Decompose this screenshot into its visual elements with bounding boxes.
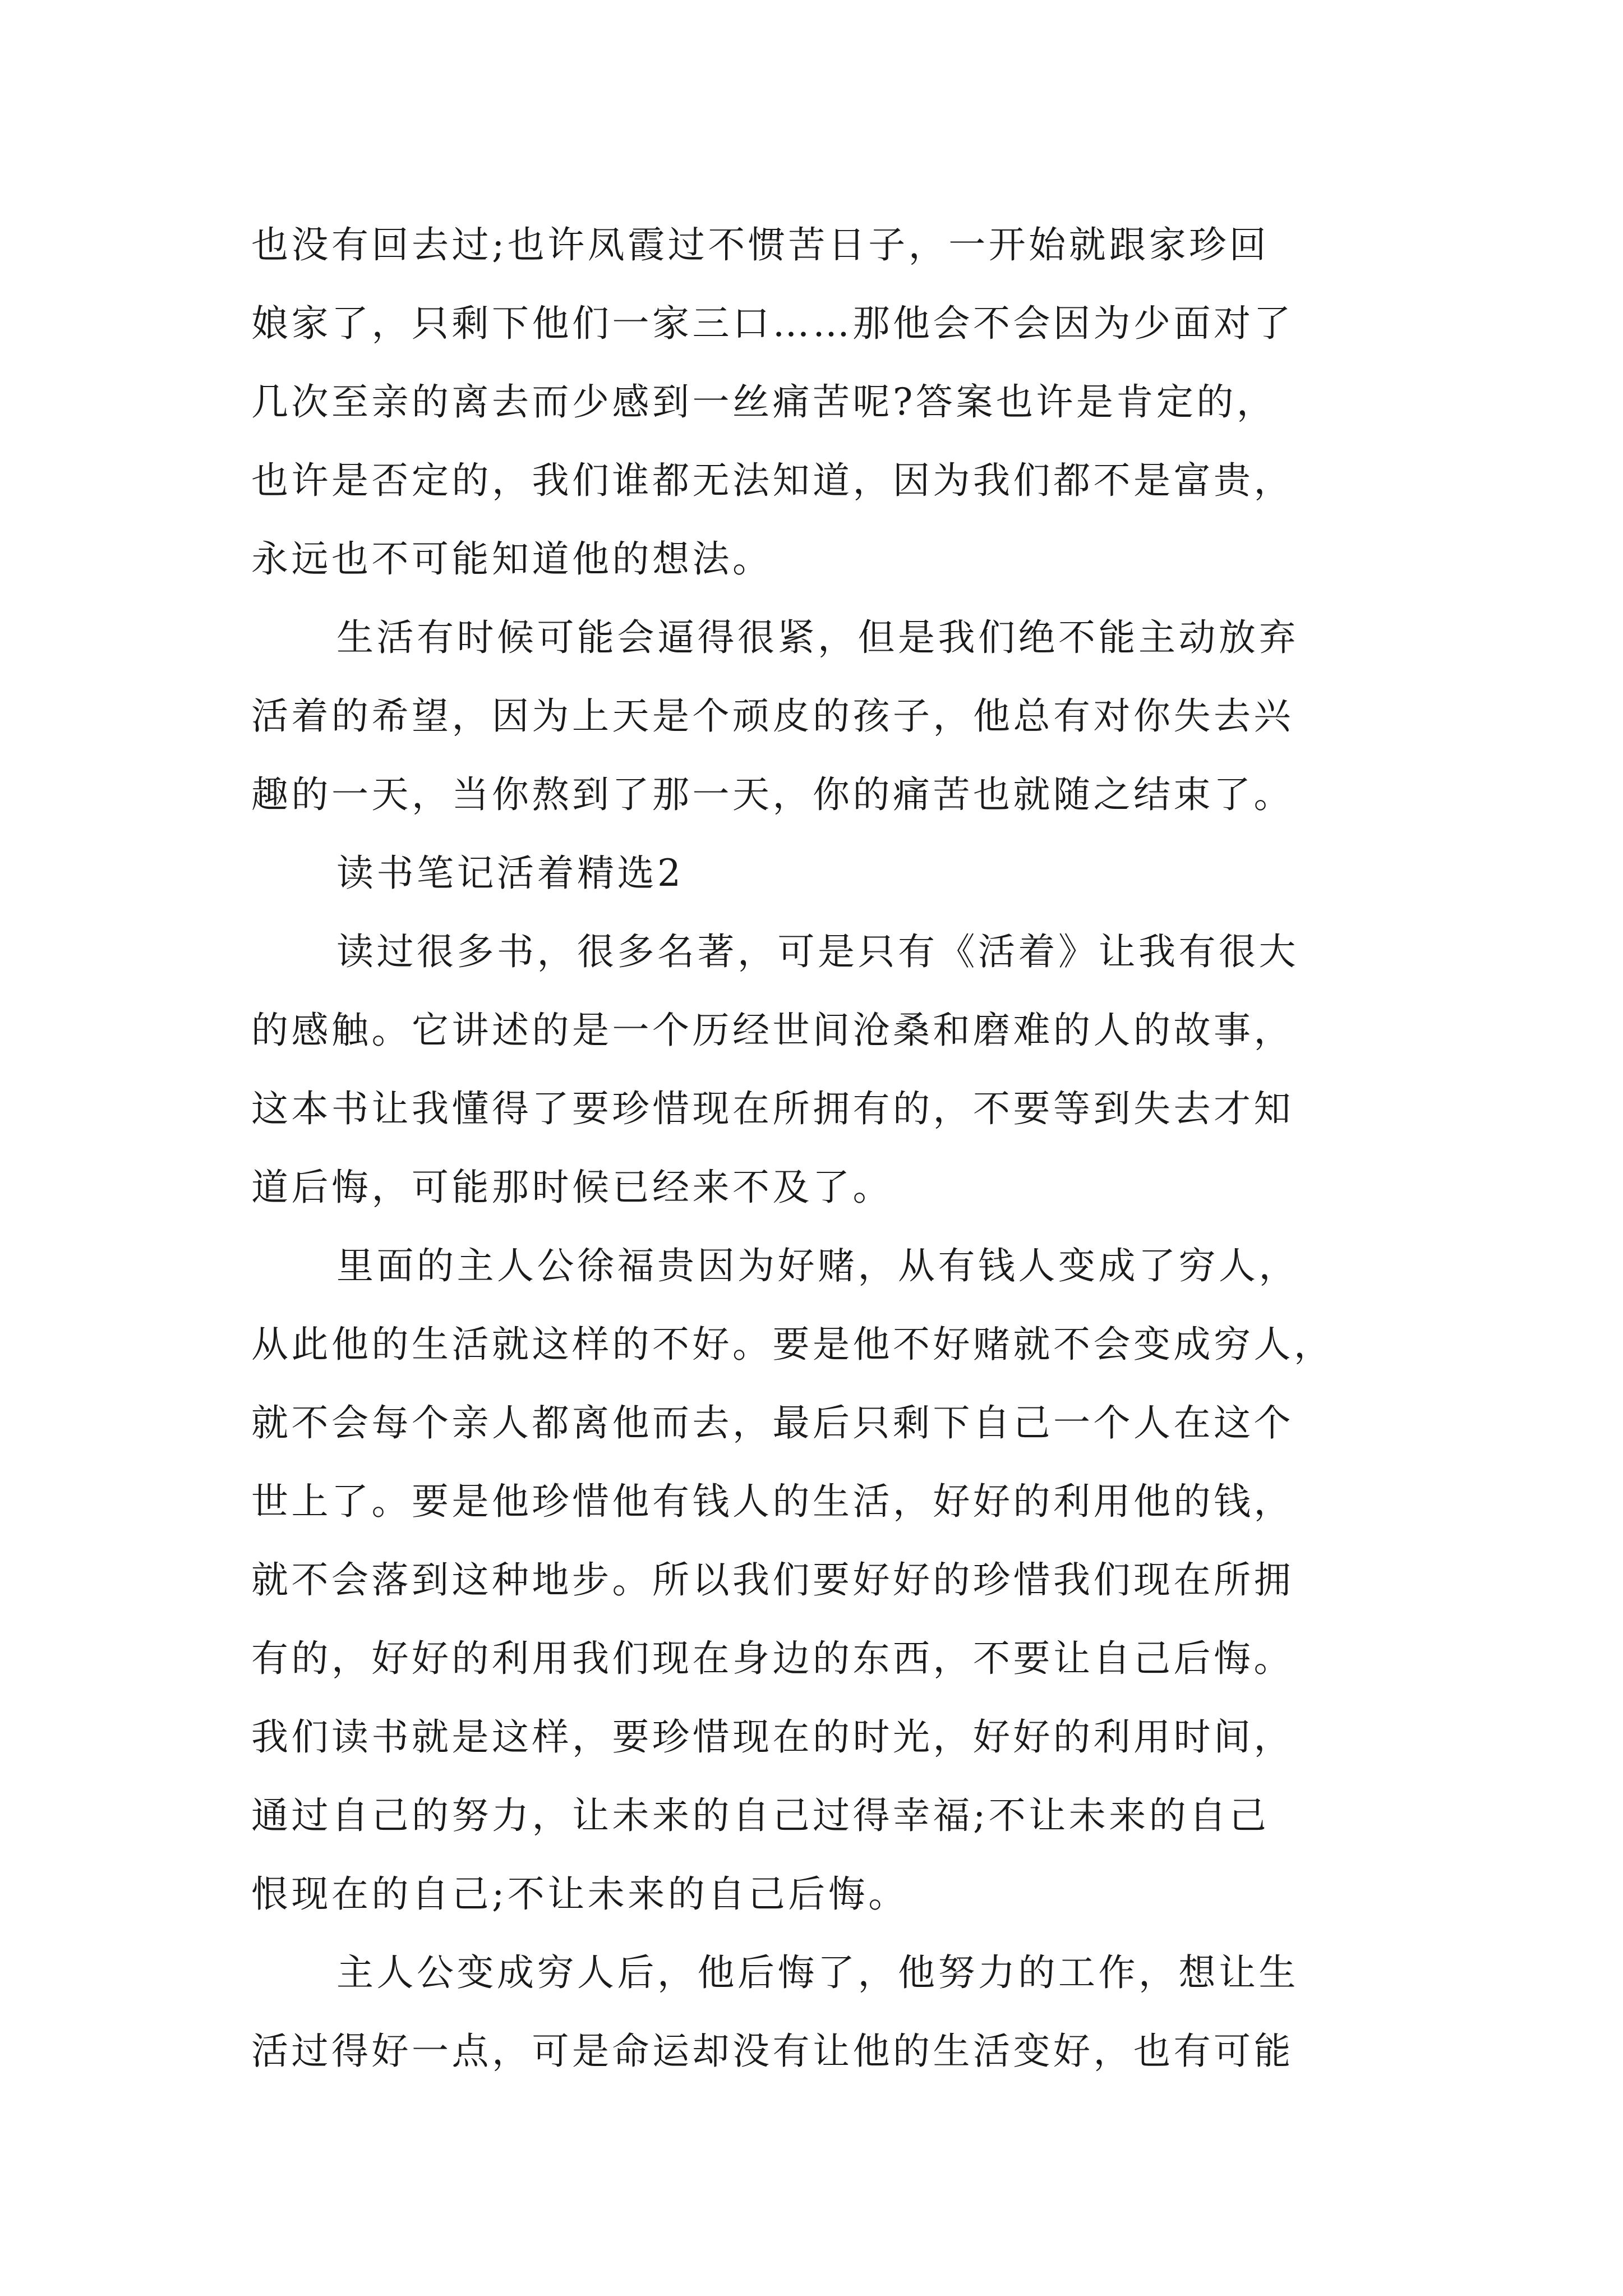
text-line: 也许是否定的，我们谁都无法知道，因为我们都不是富贵， bbox=[251, 459, 1294, 502]
text-line: 娘家了，只剩下他们一家三口……那他会不会因为少面对了 bbox=[251, 302, 1294, 345]
text-line: 趣的一天，当你熬到了那一天，你的痛苦也就随之结束了。 bbox=[251, 773, 1294, 816]
text-line: 就不会每个亲人都离他而去，最后只剩下自己一个人在这个 bbox=[251, 1401, 1294, 1444]
text-line: 生活有时候可能会逼得很紧，但是我们绝不能主动放弃 bbox=[336, 616, 1299, 659]
text-line: 有的，好好的利用我们现在身边的东西，不要让自己后悔。 bbox=[251, 1637, 1294, 1680]
text-line: 恨现在的自己;不让未来的自己后悔。 bbox=[251, 1872, 909, 1916]
text-line: 永远也不可能知道他的想法。 bbox=[251, 537, 773, 581]
text-line: 道后悔，可能那时候已经来不及了。 bbox=[251, 1166, 893, 1209]
section-heading: 读书笔记活着精选2 bbox=[336, 852, 684, 895]
text-line: 我们读书就是这样，要珍惜现在的时光，好好的利用时间， bbox=[251, 1715, 1294, 1759]
text-line: 的感触。它讲述的是一个历经世间沧桑和磨难的人的故事， bbox=[251, 1009, 1294, 1052]
text-line: 世上了。要是他珍惜他有钱人的生活，好好的利用他的钱， bbox=[251, 1480, 1294, 1523]
text-line: 也没有回去过;也许凤霞过不惯苦日子，一开始就跟家珍回 bbox=[251, 223, 1270, 266]
text-line: 这本书让我懂得了要珍惜现在所拥有的，不要等到失去才知 bbox=[251, 1087, 1294, 1130]
text-line: 通过自己的努力，让未来的自己过得幸福;不让未来的自己 bbox=[251, 1794, 1270, 1837]
text-line: 几次至亲的离去而少感到一丝痛苦呢?答案也许是肯定的， bbox=[251, 380, 1277, 424]
text-line: 活过得好一点，可是命运却没有让他的生活变好，也有可能 bbox=[251, 2030, 1294, 2073]
text-line: 读过很多书，很多名著，可是只有《活着》让我有很大 bbox=[336, 930, 1299, 973]
text-line: 主人公变成穷人后，他后悔了，他努力的工作，想让生 bbox=[336, 1951, 1299, 1994]
text-line: 活着的希望，因为上天是个顽皮的孩子，他总有对你失去兴 bbox=[251, 694, 1294, 738]
text-line: 就不会落到这种地步。所以我们要好好的珍惜我们现在所拥 bbox=[251, 1558, 1294, 1602]
text-line: 从此他的生活就这样的不好。要是他不好赌就不会变成穷人， bbox=[251, 1323, 1334, 1366]
text-line: 里面的主人公徐福贵因为好赌，从有钱人变成了穷人， bbox=[336, 1244, 1299, 1287]
